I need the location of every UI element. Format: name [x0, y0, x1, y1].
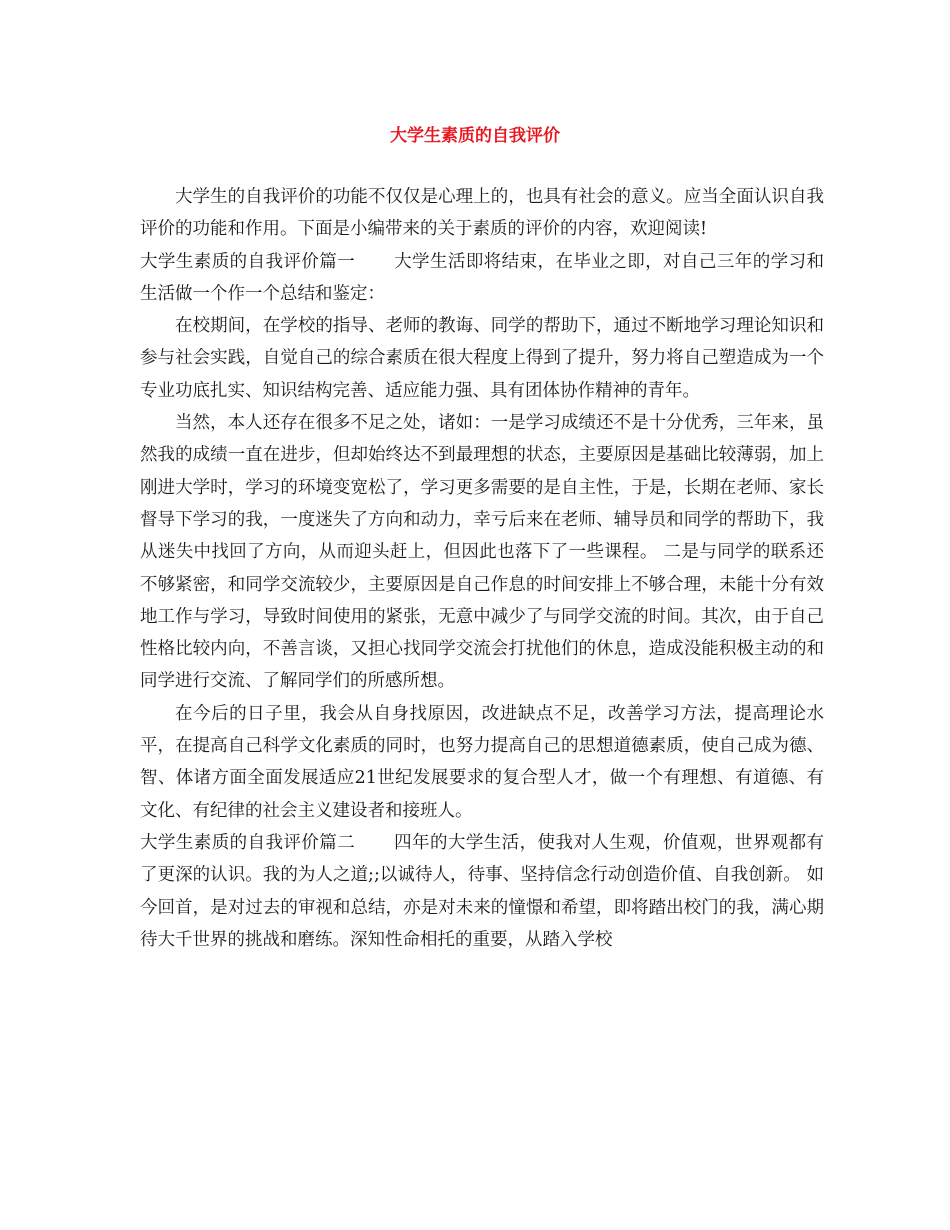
paragraph-section-one-lead — [140, 246, 824, 311]
section-two-lead-text: 四年的大学生活，使我对人生观，价值观，世界观都有了更深的认识。我的为人之道;;以诚待人，待事、坚持信念行动创造价值、自我创新。 如今回首，是对过去的审视和总结，亦是对未来的憧憬和希望，即将踏出校门的我，满心期待大千世界的挑战和磨练。深知性命相托的重要，从踏入学校 — [140, 832, 825, 950]
paragraph-section-two-lead — [140, 827, 824, 956]
document-body — [140, 181, 824, 956]
section-one-lead-text: 大学生活即将结束，在毕业之即，对自己三年的学习和生活做一个作一个总结和鉴定： — [140, 251, 825, 304]
document-title: 大学生素质的自我评价 — [390, 126, 560, 146]
section-heading-one: 大学生素质的自我评价篇一 — [140, 251, 356, 272]
paragraph-section-one-a: 在校期间，在学校的指导、老师的教诲、同学的帮助下，通过不断地学习理论知识和参与社会实践，自觉自己的综合素质在很大程度上得到了提升，努力将自己塑造成为一个专业功底扎实、知识结构完善、适应能力强、具有团体协作精神的青年。 — [140, 316, 824, 401]
paragraph-section-one-c: 在今后的日子里，我会从自身找原因，改进缺点不足，改善学习方法，提高理论水平，在提高自己科学文化素质的同时，也努力提高自己的思想道德素质，使自己成为德、智、体诸方面全面发展适应21世纪发展要求的复合型人才，做一个有理想、有道德、有文化、有纪律的社会主义建设者和接班人。 — [140, 703, 824, 821]
paragraph-intro: 大学生的自我评价的功能不仅仅是心理上的，也具有社会的意义。应当全面认识自我评价的功能和作用。下面是小编带来的关于素质的评价的内容，欢迎阅读! — [140, 187, 824, 240]
paragraph-section-one-b: 当然，本人还存在很多不足之处，诸如：一是学习成绩还不是十分优秀，三年来，虽然我的成绩一直在进步，但却始终达不到最理想的状态，主要原因是基础比较薄弱，加上刚进大学时，学习的环境变宽松了，学习更多需要的是自主性，于是，长期在老师、家长督导下学习的我，一度迷失了方向和动力，幸亏后来在老师、辅导员和同学的帮助下，我从迷失中找回了方向，从而迎头赶上，但因此也落下了一些课程。 二是与同学的联系还不够紧密，和同学交流较少，主要原因是自己作息的时间安排上不够合理，未能十分有效地工作与学习，导致时间使用的紧张，无意中减少了与同学交流的时间。其次，由于自己性格比较内向，不善言谈，又担心找同学交流会打扰他们的休息，造成没能积极主动的和同学进行交流、了解同学们的所感所想。 — [140, 413, 824, 692]
section-heading-two: 大学生素质的自我评价篇二 — [140, 832, 356, 853]
